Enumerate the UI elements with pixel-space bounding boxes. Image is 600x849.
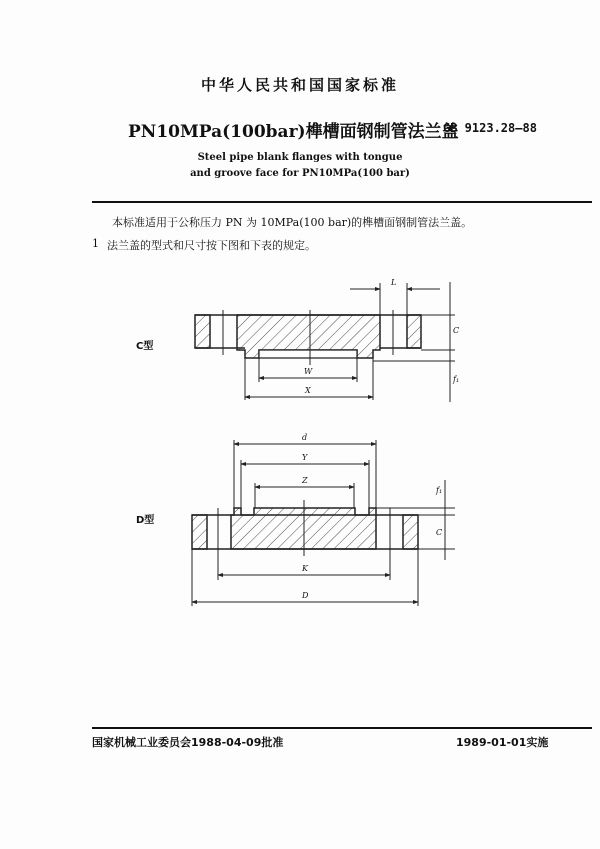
clause-number: 1 [92,237,99,250]
approval-text: 国家机械工业委员会1988-04-09批准 [92,736,284,749]
dim-W: W [304,367,313,376]
dim-L: L [391,278,397,287]
dim-C: C [453,326,460,335]
standard-code: GB 9123.28—88 [443,121,537,135]
dim-X: X [305,386,311,395]
effective-date: 1989-01-01实施 [456,736,549,749]
dim-f1: f₁ [453,375,460,384]
dim-C: C [436,528,443,537]
c-type-drawing [195,282,455,402]
document-title: PN10MPa(100bar)榫槽面钢制管法兰盖 [128,122,459,142]
dim-f1: f₁ [436,486,443,495]
english-title-line2: and groove face for PN10MPa(100 bar) [190,168,410,179]
clause-text: 法兰盖的型式和尺寸按下图和下表的规定。 [107,239,316,252]
dim-Y: Y [302,453,308,462]
c-type-label: C型 [136,341,154,352]
english-title-line1: Steel pipe blank flanges with tongue [197,152,403,163]
dim-D: D [302,591,309,600]
footer-divider [92,727,592,729]
scope-text: 本标准适用于公称压力 PN 为 10MPa(100 bar)的榫槽面钢制管法兰盖。 [112,216,473,229]
d-type-label: D型 [136,515,155,526]
d-type-drawing [192,440,455,606]
standard-name: 中华人民共和国国家标准 [200,76,399,94]
dim-d: d [302,433,308,442]
dim-Z: Z [302,476,308,485]
dim-K: K [302,564,308,573]
